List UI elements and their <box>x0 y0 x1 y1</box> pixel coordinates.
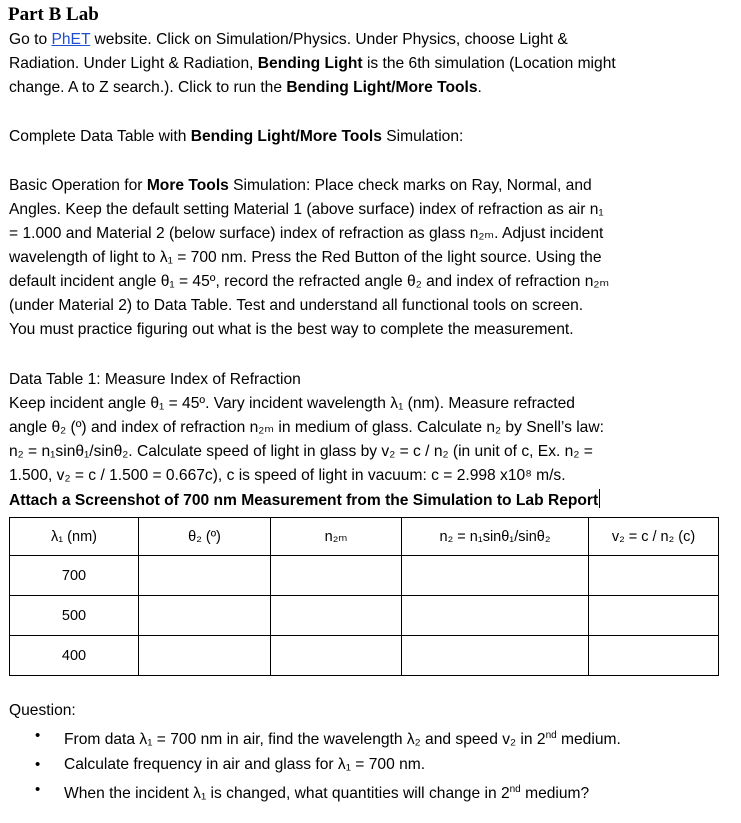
wavelength-cell: 500 <box>10 596 139 636</box>
list-item <box>0 752 621 777</box>
superscript: nd <box>509 784 521 795</box>
table-caption: Data Table 1: Measure Index of Refraction <box>9 371 301 388</box>
basic-line-4: wavelength of light to λ₁ = 700 nm. Press the Red Button of the light source. Using the <box>9 249 602 266</box>
index-calculated-cell[interactable] <box>402 556 589 596</box>
speed-cell[interactable] <box>589 556 719 596</box>
intro-line-2 <box>9 52 616 76</box>
more-tools-bold: Bending Light/More Tools <box>286 79 478 96</box>
basic-line-5: default incident angle θ₁ = 45º, record the refracted angle θ₂ and index of refraction n₂ₘ <box>9 273 610 290</box>
table-row <box>10 556 719 596</box>
question-text: Calculate frequency in air and glass for λ₁ = 700 nm. <box>64 756 426 773</box>
header-cell: v₂ = c / n₂ (c) <box>589 518 719 556</box>
basic-bold: More Tools <box>146 177 229 194</box>
intro-text: . <box>477 79 482 96</box>
wavelength-cell: 700 <box>10 556 139 596</box>
table-intro-line-3: angle θ₂ (º) and index of refraction n₂ₘ in medium of glass. Calculate n₂ by Snell’s law: <box>9 419 604 436</box>
table-intro-line-2: Keep incident angle θ₁ = 45º. Vary incident wavelength λ₁ (nm). Measure refracted <box>9 395 575 412</box>
header-cell: λ₁ (nm) <box>10 518 139 556</box>
table-header-row <box>10 518 719 556</box>
index-measured-cell[interactable] <box>271 636 402 676</box>
basic-text: Basic Operation for <box>9 177 147 194</box>
angle-cell[interactable] <box>139 556 271 596</box>
intro-text: Radiation. Under Light & Radiation, <box>9 55 258 72</box>
header-cell: n₂ₘ <box>271 518 402 556</box>
question-text: medium? <box>520 785 590 802</box>
complete-text: Complete Data Table with <box>9 128 191 145</box>
index-measured-cell[interactable] <box>271 596 402 636</box>
intro-text: change. A to Z search.). Click to run the <box>9 79 287 96</box>
superscript: nd <box>545 730 557 741</box>
bullet-icon: • <box>35 781 41 798</box>
question-text: When the incident λ₁ is changed, what quantities will change in 2 <box>64 785 510 802</box>
basic-line-6: (under Material 2) to Data Table. Test and understand all functional tools on screen. <box>9 297 584 314</box>
angle-cell[interactable] <box>139 596 271 636</box>
question-text: medium. <box>556 731 621 748</box>
list-item <box>0 777 621 806</box>
question-label: Question: <box>9 702 76 719</box>
question-text: From data λ₁ = 700 nm in air, find the wavelength λ₂ and speed v₂ in 2 <box>64 731 546 748</box>
phet-link[interactable]: PhET <box>51 31 91 48</box>
basic-line-3: = 1.000 and Material 2 (below surface) index of refraction as glass n₂ₘ. Adjust incident <box>9 225 604 242</box>
speed-cell[interactable] <box>589 636 719 676</box>
basic-line-1 <box>9 174 592 198</box>
complete-text: Simulation: <box>381 128 464 145</box>
table-row <box>10 636 719 676</box>
text-cursor <box>599 489 600 508</box>
header-cell: θ₂ (º) <box>139 518 271 556</box>
header-cell: n₂ = n₁sinθ₁/sinθ₂ <box>402 518 589 556</box>
intro-line-1 <box>9 28 568 52</box>
intro-text: is the 6th simulation (Location might <box>362 55 616 72</box>
wavelength-cell: 400 <box>10 636 139 676</box>
bullet-icon: • <box>35 756 41 773</box>
speed-cell[interactable] <box>589 596 719 636</box>
basic-line-7: You must practice figuring out what is the best way to complete the measurement. <box>9 321 574 338</box>
page-title: Part B Lab <box>8 4 99 25</box>
index-calculated-cell[interactable] <box>402 636 589 676</box>
attach-screenshot-instruction: Attach a Screenshot of 700 nm Measurement from the Simulation to Lab Report <box>9 492 599 509</box>
table-intro-line-5: 1.500, v₂ = c / 1.500 = 0.667c), c is speed of light in vacuum: c = 2.998 x10⁸ m/s. <box>9 467 566 484</box>
basic-text: Simulation: Place check marks on Ray, Normal, and <box>228 177 592 194</box>
table-intro-line-4: n₂ = n₁sinθ₁/sinθ₂. Calculate speed of light in glass by v₂ = c / n₂ (in unit of c, Ex. n₂ = <box>9 443 593 460</box>
intro-line-3 <box>9 76 482 100</box>
complete-bold: Bending Light/More Tools <box>190 128 382 145</box>
index-calculated-cell[interactable] <box>402 596 589 636</box>
table-row <box>10 596 719 636</box>
intro-text: Go to <box>9 31 52 48</box>
angle-cell[interactable] <box>139 636 271 676</box>
question-list <box>0 723 621 806</box>
data-table <box>9 517 719 676</box>
table-intro-line-6 <box>9 489 600 513</box>
list-item <box>0 723 621 752</box>
bending-light-bold: Bending Light <box>257 55 363 72</box>
intro-text: website. Click on Simulation/Physics. Under Physics, choose Light & <box>90 31 568 48</box>
bullet-icon: • <box>35 727 41 744</box>
basic-line-2: Angles. Keep the default setting Material 1 (above surface) index of refraction as air n₁ <box>9 201 604 218</box>
complete-line <box>9 125 463 149</box>
index-measured-cell[interactable] <box>271 556 402 596</box>
